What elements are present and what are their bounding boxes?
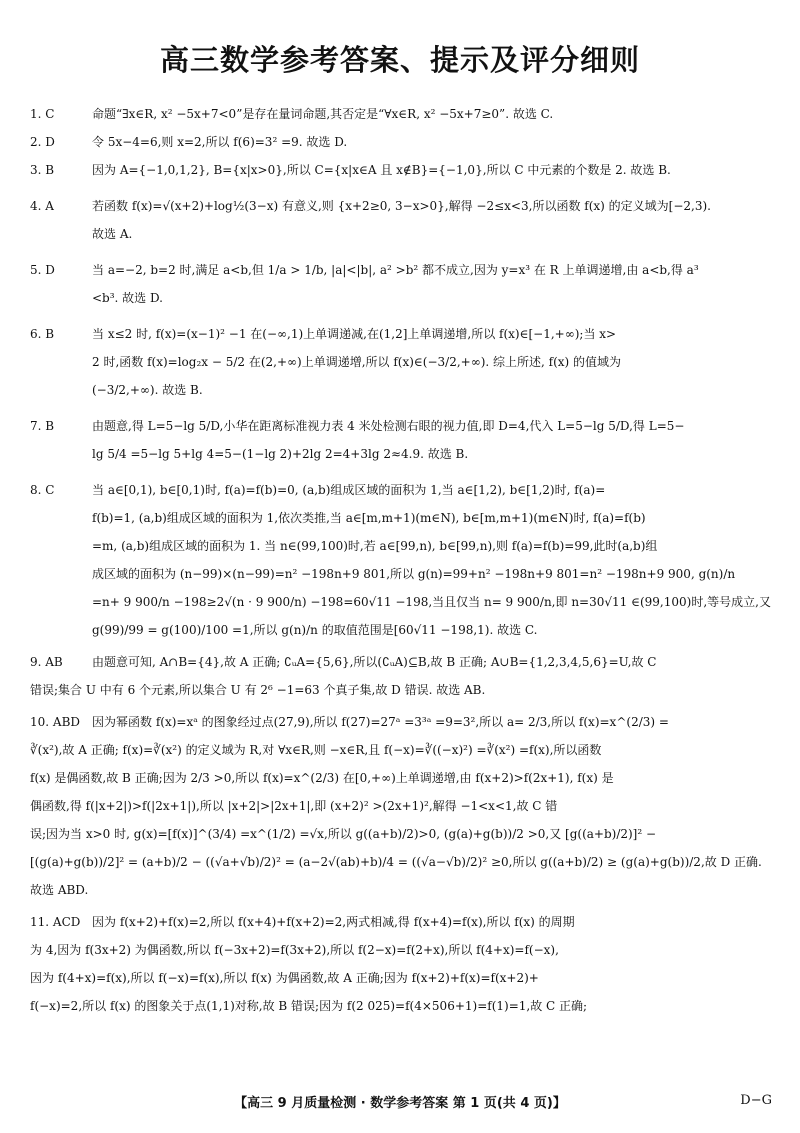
- paper-code: D−G: [740, 1093, 772, 1108]
- answer-label: 11. ACD: [30, 915, 81, 929]
- explanation-line: 错误;集合 U 中有 6 个元素,所以集合 U 有 2⁶ −1=63 个真子集,故 D 错误. 故选 AB.: [30, 683, 486, 697]
- answer-explanation: [92, 100, 772, 128]
- answer-item: [30, 192, 772, 248]
- explanation-line: 偶函数,得 f(|x+2|)>f(|2x+1|),所以 |x+2|>|2x+1|,即 (x+2)² >(2x+1)²,解得 −1<x<1,故 C 错: [30, 799, 558, 813]
- explanation-line: 若函数 f(x)=√(x+2)+log½(3−x) 有意义,则 {x+2≥0, 3−x>0},解得 −2≤x<3,所以函数 f(x) 的定义域为[−2,3).: [92, 199, 711, 213]
- explanation-line: =n+ 9 900/n −198≥2√(n · 9 900/n) −198=60√11 −198,当且仅当 n= 9 900/n,即 n=30√11 ∈(99,100)时,等号成立,又: [92, 595, 771, 609]
- explanation-line: 命题“∃x∈R, x² −5x+7<0”是存在量词命题,其否定是“∀x∈R, x² −5x+7≥0”. 故选 C.: [92, 107, 554, 121]
- answer-explanation: [92, 256, 772, 312]
- explanation-line: =m, (a,b)组成区域的面积为 1. 当 n∈(99,100)时,若 a∈[99,n), b∈[99,n),则 f(a)=f(b)=99,此时(a,b)组: [92, 539, 658, 553]
- answer-item: [30, 256, 772, 312]
- page-title: 高三数学参考答案、提示及评分细则: [159, 43, 640, 77]
- answer-label: 1. C: [30, 107, 55, 121]
- answer-explanation: [92, 476, 772, 644]
- answer-explanation: [30, 648, 772, 704]
- answer-explanation: [92, 156, 772, 184]
- explanation-line: 2 时,函数 f(x)=log₂x − 5/2 在(2,+∞)上单调递增,所以 f(x)∈(−3/2,+∞). 综上所述, f(x) 的值域为: [92, 355, 622, 369]
- answer-label: 2. D: [30, 135, 55, 149]
- explanation-line: lg 5/4 =5−lg 5+lg 4=5−(1−lg 2)+2lg 2=4+3lg 2≈4.9. 故选 B.: [92, 447, 469, 461]
- answer-label: 7. B: [30, 419, 55, 433]
- explanation-line: 因为 f(x+2)+f(x)=2,所以 f(x+4)+f(x+2)=2,两式相减,得 f(x+4)=f(x),所以 f(x) 的周期: [92, 915, 575, 929]
- explanation-line: <b³. 故选 D.: [92, 291, 163, 305]
- explanation-line: ∛(x²),故 A 正确; f(x)=∛(x²) 的定义域为 R,对 ∀x∈R,则 −x∈R,且 f(−x)=∛((−x)²) =∛(x²) =f(x),所以函数: [30, 743, 602, 757]
- explanation-line: f(−x)=2,所以 f(x) 的图象关于点(1,1)对称,故 B 错误;因为 f(2 025)=f(4×506+1)=f(1)=1,故 C 正确;: [30, 999, 588, 1013]
- answer-explanation: [92, 412, 772, 468]
- answer-explanation: [92, 192, 772, 248]
- answer-item: [30, 320, 772, 404]
- answer-label: 9. AB: [30, 655, 63, 669]
- explanation-line: 由题意可知, A∩B={4},故 A 正确; ∁ᵤA={5,6},所以(∁ᵤA)⊆B,故 B 正确; A∪B={1,2,3,4,5,6}=U,故 C: [92, 655, 657, 669]
- answer-explanation: [92, 128, 772, 156]
- explanation-line: (−3/2,+∞). 故选 B.: [92, 383, 203, 397]
- answer-list: [30, 100, 772, 1020]
- answer-label: 6. B: [30, 327, 55, 341]
- explanation-line: 因为幂函数 f(x)=xᵃ 的图象经过点(27,9),所以 f(27)=27ᵃ =3³ᵃ =9=3²,所以 a= 2/3,所以 f(x)=x^(2/3) =: [92, 715, 669, 729]
- explanation-line: 为 4,因为 f(3x+2) 为偶函数,所以 f(−3x+2)=f(3x+2),所以 f(2−x)=f(2+x),所以 f(4+x)=f(−x),: [30, 943, 559, 957]
- answer-item: [30, 648, 772, 704]
- explanation-line: 误;因为当 x>0 时, g(x)=[f(x)]^(3/4) =x^(1/2) =√x,所以 g((a+b)/2)>0, (g(a)+g(b))/2 >0,又 [g((a+b)/2)]² −: [30, 827, 657, 841]
- explanation-line: 成区域的面积为 (n−99)×(n−99)=n² −198n+9 801,所以 g(n)=99+n² −198n+9 801=n² −198n+9 900, g(n)/n: [92, 567, 736, 581]
- answer-item: [30, 156, 772, 184]
- explanation-line: 当 a=−2, b=2 时,满足 a<b,但 1/a > 1/b, |a|<|b|, a² >b² 都不成立,因为 y=x³ 在 R 上单调递增,由 a<b,得 a³: [92, 263, 699, 277]
- explanation-line: 当 a∈[0,1), b∈[0,1)时, f(a)=f(b)=0, (a,b)组成区域的面积为 1,当 a∈[1,2), b∈[1,2)时, f(a)=: [92, 483, 606, 497]
- explanation-line: 由题意,得 L=5−lg 5/D,小华在距离标准视力表 4 米处检测右眼的视力值,即 D=4,代入 L=5−lg 5/D,得 L=5−: [92, 419, 685, 433]
- answer-explanation: [92, 320, 772, 404]
- answer-item: [30, 908, 772, 1020]
- answer-item: [30, 476, 772, 644]
- explanation-line: 因为 A={−1,0,1,2}, B={x|x>0},所以 C={x|x∈A 且 x∉B}={−1,0},所以 C 中元素的个数是 2. 故选 B.: [92, 163, 671, 177]
- answer-explanation: [30, 908, 772, 1020]
- answer-label: 5. D: [30, 263, 55, 277]
- explanation-line: 故选 A.: [92, 227, 133, 241]
- answer-label: 8. C: [30, 483, 55, 497]
- explanation-line: 故选 ABD.: [30, 883, 89, 897]
- answer-label: 3. B: [30, 163, 55, 177]
- explanation-line: 因为 f(4+x)=f(x),所以 f(−x)=f(x),所以 f(x) 为偶函数,故 A 正确;因为 f(x+2)+f(x)=f(x+2)+: [30, 971, 539, 985]
- answer-explanation: [30, 708, 772, 904]
- explanation-line: g(99)/99 = g(100)/100 =1,所以 g(n)/n 的取值范围是[60√11 −198,1). 故选 C.: [92, 623, 538, 637]
- explanation-line: [(g(a)+g(b))/2]² = (a+b)/2 − ((√a+√b)/2)² = (a−2√(ab)+b)/4 = ((√a−√b)/2)² ≥0,所以 g((a+b)/2) ≥ (g(a)+g(b))/2,故 D 正确.: [30, 855, 762, 869]
- explanation-line: 令 5x−4=6,则 x=2,所以 f(6)=3² =9. 故选 D.: [92, 135, 348, 149]
- explanation-line: f(x) 是偶函数,故 B 正确;因为 2/3 >0,所以 f(x)=x^(2/3) 在[0,+∞)上单调递增,由 f(x+2)>f(2x+1), f(x) 是: [30, 771, 614, 785]
- explanation-line: 当 x≤2 时, f(x)=(x−1)² −1 在(−∞,1)上单调递减,在(1,2]上单调递增,所以 f(x)∈[−1,+∞);当 x>: [92, 327, 617, 341]
- answer-item: [30, 708, 772, 904]
- answer-label: 4. A: [30, 199, 54, 213]
- answer-item: [30, 412, 772, 468]
- page-footer: 【高三 9 月质量检测 · 数学参考答案 第 1 页(共 4 页)】: [234, 1096, 566, 1111]
- answer-item: [30, 100, 772, 128]
- answer-item: [30, 128, 772, 156]
- explanation-line: f(b)=1, (a,b)组成区域的面积为 1,依次类推,当 a∈[m,m+1)(m∈N), b∈[m,m+1)(m∈N)时, f(a)=f(b): [92, 511, 646, 525]
- answer-label: 10. ABD: [30, 715, 81, 729]
